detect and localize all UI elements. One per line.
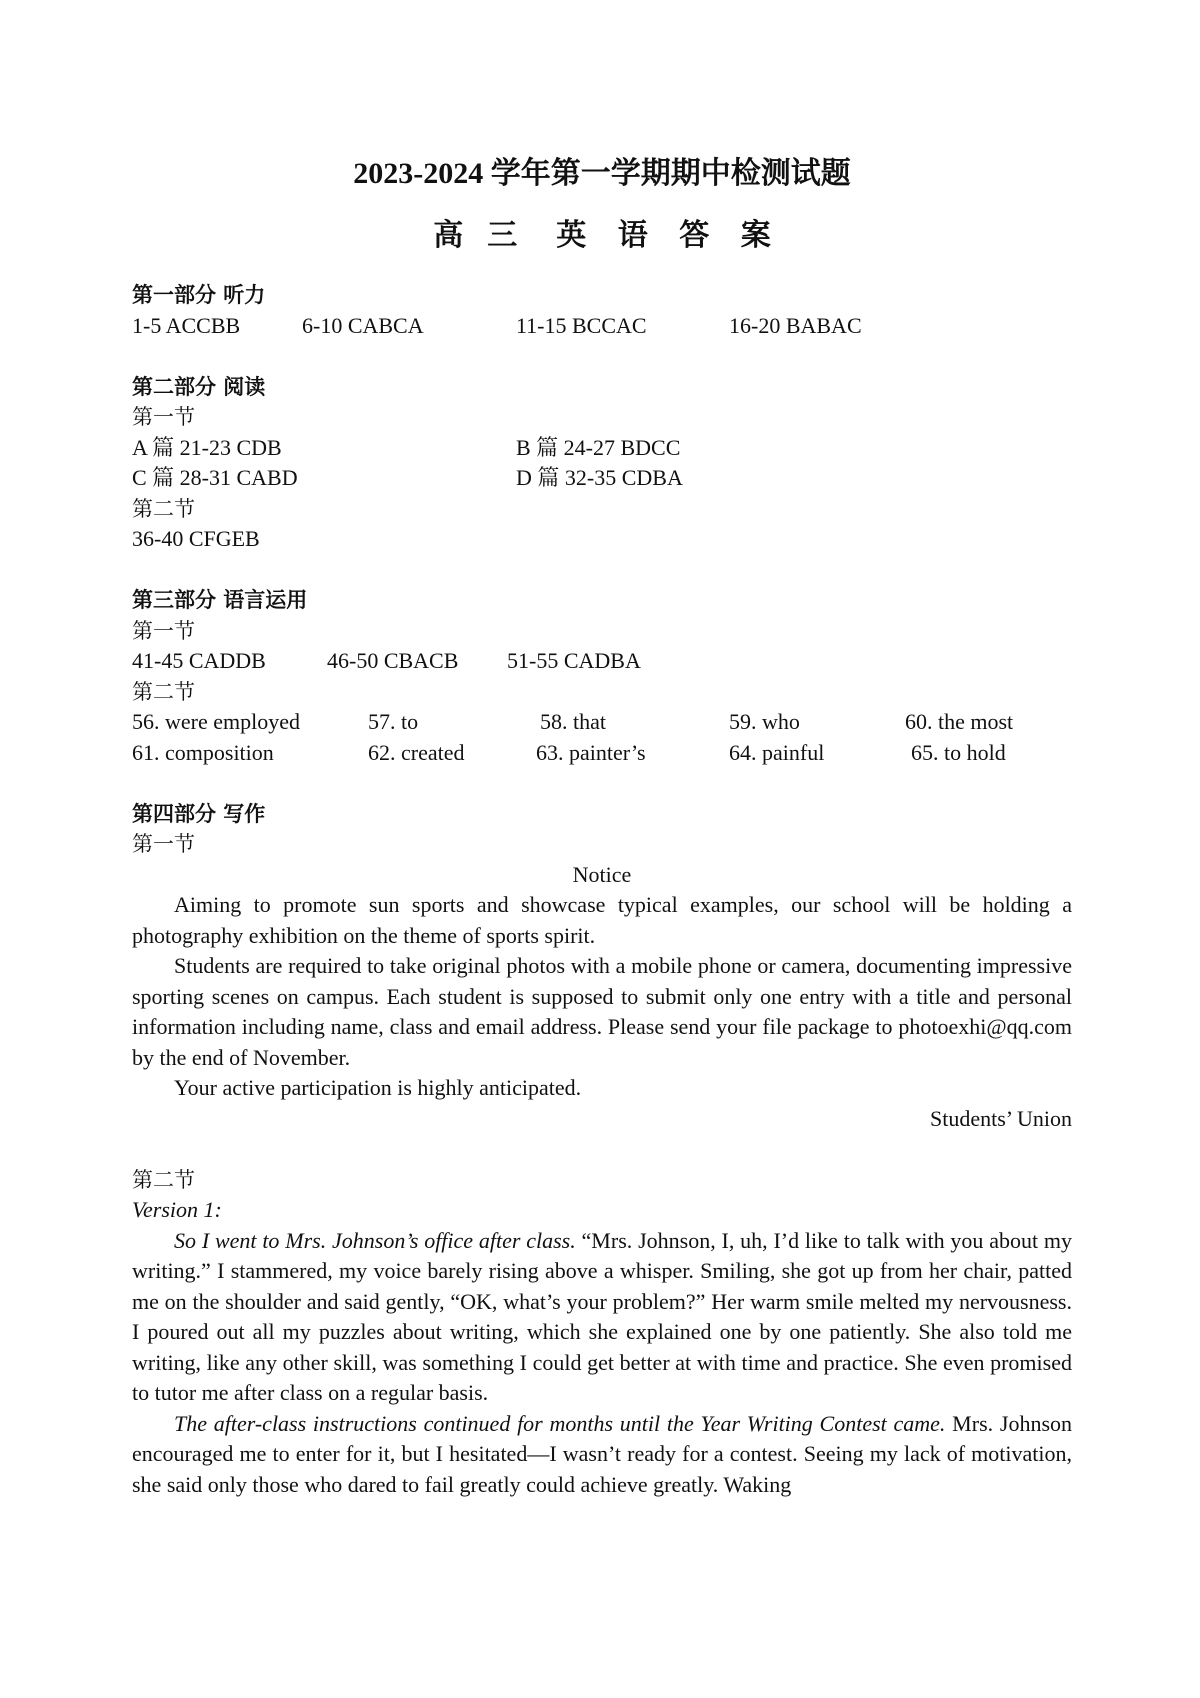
answer-group: 11-15 BCCAC <box>516 312 647 338</box>
part3-section1-answers <box>132 646 1072 677</box>
part3-heading: 第三部分 语言运用 <box>132 588 308 612</box>
subtitle-char: 三 <box>487 219 518 252</box>
part2-section2-label: 第二节 <box>132 496 195 521</box>
part4-heading: 第四部分 写作 <box>132 801 266 826</box>
spacer <box>132 768 1072 799</box>
part2-heading: 第二部分 阅读 <box>132 374 266 399</box>
spacer <box>132 341 1072 372</box>
subtitle-char: 语 <box>617 219 648 252</box>
notice-title: Notice <box>572 861 632 887</box>
answer-group: 41-45 CADDB <box>132 648 266 673</box>
part1-answers <box>132 311 1072 342</box>
spacer <box>132 1134 1072 1165</box>
part3-fill-row-2 <box>132 738 1072 769</box>
part2-row-ab <box>132 433 1072 464</box>
spacer <box>132 555 1072 586</box>
answer-group: 51-55 CADBA <box>507 648 641 673</box>
passage-b-answers: B 篇 24-27 BDCC <box>516 434 681 460</box>
fill-answer: 57. to <box>368 709 419 734</box>
answer-group: 6-10 CABCA <box>302 312 424 338</box>
fill-answer: 65. to hold <box>911 739 1006 765</box>
fill-answer: 63. painter’s <box>536 739 646 765</box>
version-label: Version 1: <box>132 1197 222 1222</box>
subtitle-char: 高 <box>433 219 464 252</box>
subtitle-char: 英 <box>556 219 587 252</box>
fill-answer: 64. painful <box>729 739 825 765</box>
part3-section2-label: 第二节 <box>132 679 195 704</box>
part1-heading: 第一部分 听力 <box>132 283 266 307</box>
story-paragraph <box>132 1409 1072 1501</box>
part2-section2-answers: 36-40 CFGEB <box>132 526 260 551</box>
answer-group: 1-5 ACCBB <box>132 312 241 338</box>
passage-a-answers: A 篇 21-23 CDB <box>132 434 282 460</box>
part4-section2-label: 第二节 <box>132 1167 195 1192</box>
paragraph-lead-sentence: So I went to Mrs. Johnson’s office after class. <box>174 1227 576 1253</box>
notice-paragraph: Your active participation is highly anticipated. <box>174 1075 582 1100</box>
page-title: 2023-2024 学年第一学期期中检测试题 <box>353 157 851 190</box>
subtitle-char: 案 <box>740 219 771 252</box>
paragraph-lead-sentence: The after-class instructions continued for months until the Year Writing Contest came. <box>174 1410 946 1436</box>
paragraph-body: “Mrs. Johnson, I, uh, I’d like to talk with you about my writing.” I stammered, my voice barely rising above a whisper. Smiling, she got up from her chair, patted me on the shoulder and said gently, “OK, what’s your problem?” Her warm smile melted my nervousness. I poured out all my puzzles about writing, which she explained one by one patiently. She also told me writing, like any other skill, was something I could get better at with time and practice. She even promised to tutor me after class on a regular basis. <box>132 1227 1072 1405</box>
part4-section1-label: 第一节 <box>132 832 195 856</box>
part3-fill-row-1 <box>132 707 1072 738</box>
fill-answer: 58. that <box>540 709 606 734</box>
part2-section1-label: 第一节 <box>132 405 195 429</box>
part3-section1-label: 第一节 <box>132 618 195 643</box>
story-paragraph <box>132 1226 1072 1409</box>
notice-signature: Students’ Union <box>930 1105 1072 1131</box>
subtitle-char: 答 <box>679 219 710 252</box>
passage-d-answers: D 篇 32-35 CDBA <box>516 465 683 490</box>
passage-c-answers: C 篇 28-31 CABD <box>132 465 298 490</box>
fill-answer: 61. composition <box>132 739 274 765</box>
answer-group: 46-50 CBACB <box>327 648 459 673</box>
fill-answer: 62. created <box>368 739 465 765</box>
fill-answer: 60. the most <box>905 709 1014 734</box>
page-subtitle <box>132 212 1072 260</box>
answer-group: 16-20 BABAC <box>729 312 862 338</box>
answer-sheet <box>132 150 1072 1500</box>
part2-row-cd <box>132 463 1072 494</box>
paragraph-body: Mrs. Johnson encouraged me to enter for it, but I hesitated—I wasn’t ready for a contest. Seeing my lack of motivation, she said only those who dared to fail greatly could achieve greatly. Waking <box>132 1410 1073 1497</box>
fill-answer: 56. were employed <box>132 709 300 734</box>
notice-paragraph: Aiming to promote sun sports and showcase typical examples, our school will be holding a photography exhibition on the theme of sports spirit. <box>132 892 1072 948</box>
notice-paragraph: Students are required to take original photos with a mobile phone or camera, documenting impressive sporting scenes on campus. Each student is supposed to submit only one entry with a title and personal information including name, class and email address. Please send your file package to photoexhi@qq.com by the end of November. <box>132 953 1072 1070</box>
fill-answer: 59. who <box>729 709 800 734</box>
